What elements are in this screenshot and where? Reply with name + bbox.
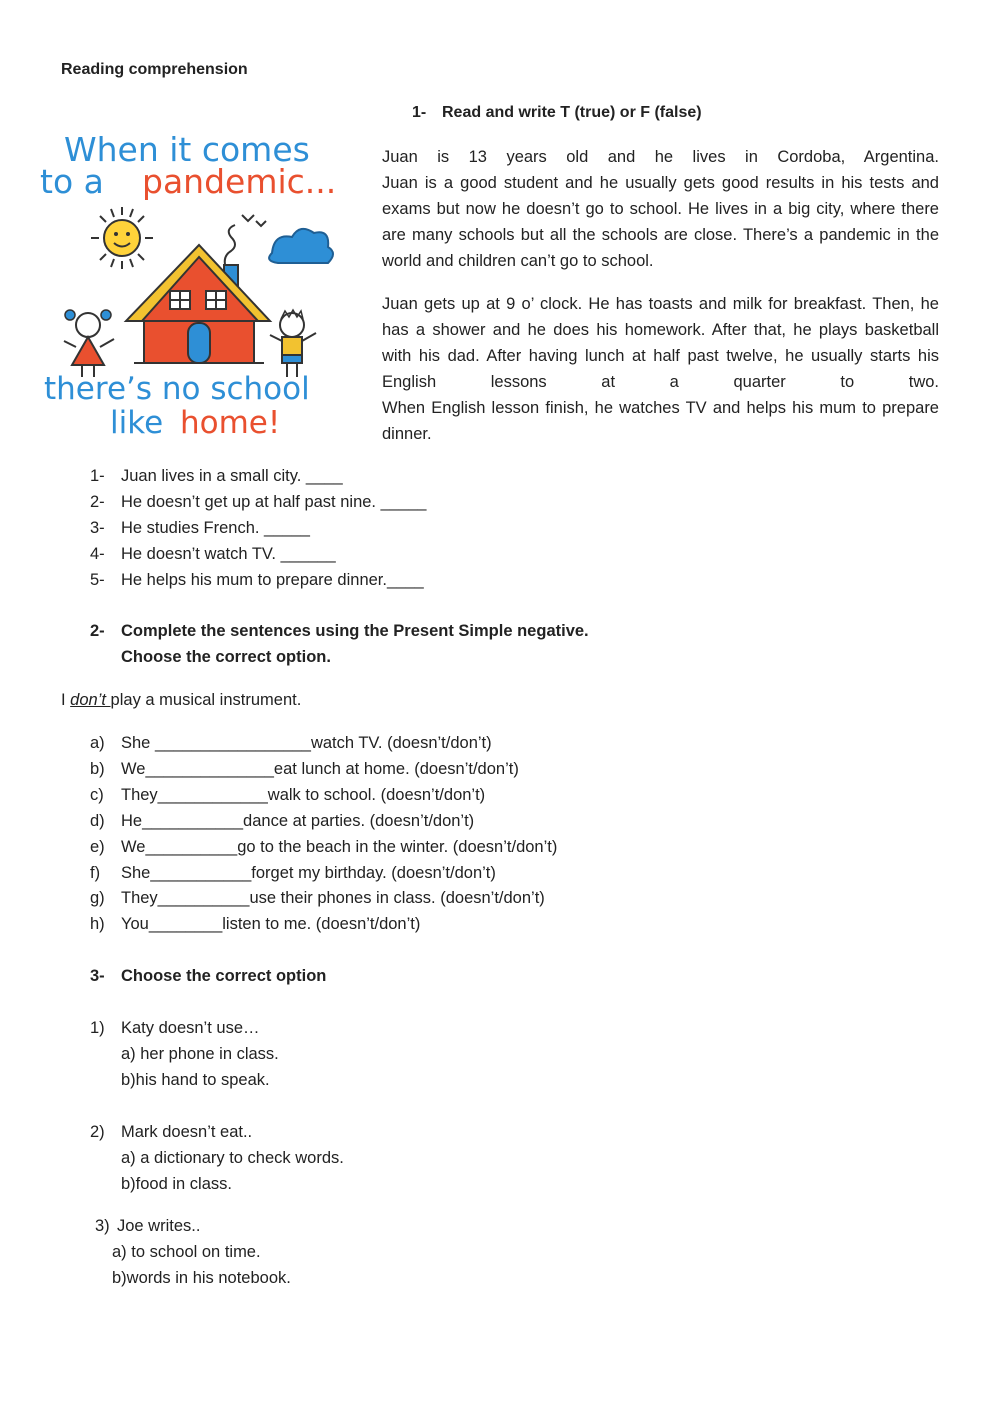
item-text: Juan lives in a small city. ____ — [121, 467, 343, 485]
question-stem: Mark doesn’t eat.. — [121, 1123, 253, 1141]
question-stem: Joe writes.. — [117, 1217, 201, 1235]
cloud-icon — [269, 229, 333, 263]
item-number: 5- — [90, 571, 105, 589]
poster-line4a: like — [110, 405, 164, 441]
house-icon — [126, 225, 270, 363]
question-number: 2) — [90, 1123, 105, 1141]
item-letter: e) — [90, 838, 105, 856]
mc-question-3 — [95, 1213, 200, 1239]
item-letter: f) — [90, 864, 101, 882]
item-text: He___________dance at parties. (doesn’t/don’t) — [121, 812, 475, 830]
item-letter: d) — [90, 812, 105, 830]
item-letter: g) — [90, 889, 105, 907]
girl-icon — [64, 310, 114, 377]
paragraph-line: are many schools but all the schools are close. There’s a pandemic in the — [382, 226, 939, 244]
item-number: 4- — [90, 545, 105, 563]
item-number: 1- — [90, 467, 105, 485]
paragraph-line: English lessons at a quarter to two. — [382, 373, 939, 391]
reading-paragraph-2 — [382, 291, 939, 447]
fill-item-d — [90, 808, 474, 834]
question-number: 1) — [90, 1019, 105, 1037]
fill-item-g — [90, 885, 545, 911]
pandemic-poster — [38, 125, 360, 447]
item-text: We__________go to the beach in the winter. (doesn’t/don’t) — [121, 838, 558, 856]
item-text: He doesn’t get up at half past nine. _____ — [121, 493, 427, 511]
item-text: You________listen to me. (doesn’t/don’t) — [121, 915, 421, 933]
item-number: 3- — [90, 519, 105, 537]
mc-option-3b: b)words in his notebook. — [112, 1269, 291, 1287]
section2-number: 2- — [90, 622, 105, 640]
page-title: Reading comprehension — [61, 61, 248, 78]
section2-heading-line1: Complete the sentences using the Present Simple negative. — [121, 622, 589, 640]
mc-option-2a: a) a dictionary to check words. — [121, 1149, 344, 1167]
section1-number: 1- — [412, 104, 427, 121]
item-text: They____________walk to school. (doesn’t/don’t) — [121, 786, 486, 804]
tf-item-3 — [90, 515, 310, 541]
paragraph-line: Juan is 13 years old and he lives in Cordoba, Argentina. — [382, 148, 939, 166]
paragraph-line: exams but now he doesn’t go to school. He lives in a big city, where there — [382, 200, 939, 218]
section3-heading — [90, 963, 326, 989]
poster-line3: there’s no school — [44, 371, 310, 407]
item-text: She _________________watch TV. (doesn’t/don’t) — [121, 734, 492, 752]
boy-icon — [270, 310, 316, 377]
item-letter: h) — [90, 915, 105, 933]
mc-question-2 — [90, 1119, 252, 1145]
paragraph-line: Juan gets up at 9 o’ clock. He has toasts and milk for breakfast. Then, he — [382, 295, 939, 313]
item-letter: a) — [90, 734, 105, 752]
item-text: She___________forget my birthday. (doesn’t/don’t) — [121, 864, 496, 882]
bird-icon — [242, 215, 266, 226]
poster-line1: When it comes — [64, 130, 310, 169]
poster-illustration — [38, 125, 360, 447]
section1-heading-text: Read and write T (true) or F (false) — [442, 104, 702, 121]
tf-item-4 — [90, 541, 336, 567]
mc-option-1b: b)his hand to speak. — [121, 1071, 270, 1089]
question-stem: Katy doesn’t use… — [121, 1019, 260, 1037]
poster-line4b: home! — [180, 405, 281, 441]
fill-item-b — [90, 756, 519, 782]
section3-number: 3- — [90, 967, 105, 985]
example-suffix: play a musical instrument. — [110, 691, 302, 709]
section2-subheading: Choose the correct option. — [121, 648, 331, 666]
section2-heading — [90, 618, 589, 644]
question-number: 3) — [95, 1217, 110, 1235]
mc-question-1 — [90, 1015, 260, 1041]
example-answer: don’t — [70, 691, 111, 709]
item-text: He helps his mum to prepare dinner.____ — [121, 571, 424, 589]
fill-item-c — [90, 782, 485, 808]
item-letter: b) — [90, 760, 105, 778]
item-number: 2- — [90, 493, 105, 511]
paragraph-line: Juan is a good student and he usually gets good results in his tests and — [382, 174, 939, 192]
tf-item-2 — [90, 489, 426, 515]
mc-option-1a: a) her phone in class. — [121, 1045, 279, 1063]
mc-option-3a: a) to school on time. — [112, 1243, 261, 1261]
section1-heading — [412, 104, 702, 122]
mc-option-2b: b)food in class. — [121, 1175, 232, 1193]
sun-icon — [91, 207, 153, 269]
poster-line2a: to a — [40, 162, 104, 201]
tf-item-5 — [90, 567, 424, 593]
item-text: They__________use their phones in class. (doesn’t/don’t) — [121, 889, 545, 907]
reading-paragraph-1 — [382, 144, 939, 274]
poster-line2b: pandemic... — [142, 162, 337, 201]
item-text: He doesn’t watch TV. ______ — [121, 545, 336, 563]
item-text: We______________eat lunch at home. (doesn’t/don’t) — [121, 760, 519, 778]
paragraph-line: with his dad. After having lunch at half past twelve, he usually starts his — [382, 347, 939, 365]
section3-heading-text: Choose the correct option — [121, 967, 327, 985]
fill-item-a — [90, 730, 492, 756]
item-text: He studies French. _____ — [121, 519, 310, 537]
paragraph-line: When English lesson finish, he watches TV and helps his mum to prepare — [382, 399, 939, 417]
fill-item-h — [90, 911, 420, 937]
item-letter: c) — [90, 786, 104, 804]
paragraph-line: dinner. — [382, 425, 432, 443]
section2-example — [61, 687, 301, 713]
paragraph-line: world and children can’t go to school. — [382, 252, 654, 270]
example-prefix: I — [61, 691, 71, 709]
tf-item-1 — [90, 463, 343, 489]
paragraph-line: has a shower and he does his homework. After that, he plays basketball — [382, 321, 939, 339]
fill-item-f — [90, 860, 496, 886]
fill-item-e — [90, 834, 557, 860]
